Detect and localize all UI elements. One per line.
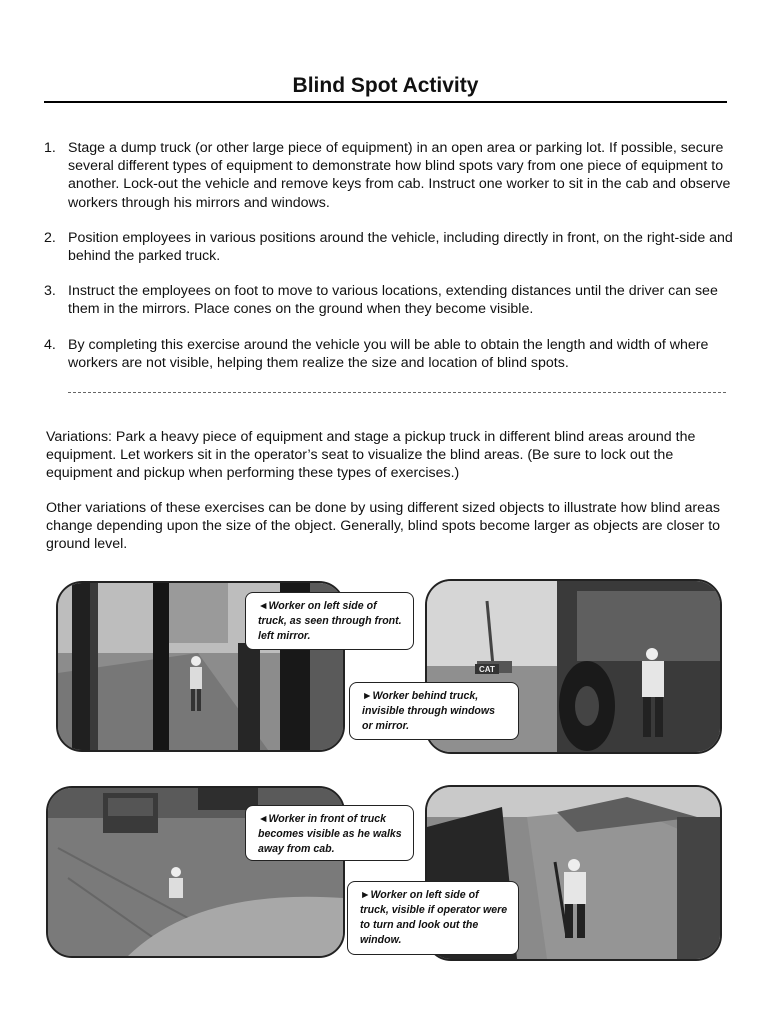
step-text: Position employees in various positions around the vehicle, including directly in front, on the right-side and behind the parked truck. (68, 229, 733, 265)
callout-front-of-truck: ◄Worker in front of truck becomes visible as he walks away from cab. (245, 805, 414, 861)
title-underline (44, 101, 727, 103)
other-variations-paragraph: Other variations of these exercises can be done by using different sized objects to illustrate how blind areas change depending upon the size of the object. Generally, blind spots become larger as objects are closer to ground level. (46, 500, 721, 553)
step-item (44, 229, 734, 265)
step-item (44, 139, 734, 212)
step-text: Instruct the employees on foot to move to various locations, extending distances until the driver can see them in the mirrors. Place cones on the ground when they become visible. (68, 283, 718, 318)
step-number: 4. (44, 336, 56, 353)
section-divider (68, 392, 726, 393)
step-item (44, 282, 734, 318)
step-number: 2. (44, 229, 56, 246)
variations-paragraph: Variations: Park a heavy piece of equipment and stage a pickup truck in different blind areas around the equipment. Let workers sit in the operator’s seat to visualize the blind areas. (Be sure to lock out the equipment and pickup when performing these types of exercises.) (46, 429, 696, 482)
callout-behind-truck: ►Worker behind truck, invisible through windows or mirror. (349, 682, 519, 740)
callout-left-side-truck: ►Worker on left side of truck, visible if operator were to turn and look out the window. (347, 881, 519, 955)
step-text: By completing this exercise around the vehicle you will be able to obtain the length and width of where workers are not visible, helping them realize the size and location of blind spots. (68, 336, 709, 371)
step-item (44, 336, 734, 372)
step-text: Stage a dump truck (or other large piece of equipment) in an open area or parking lot. If possible, secure several different types of equipment to demonstrate how blind spots vary from one piece of equipment to another. Lock-out the vehicle and remove keys from cab. Instruct one worker to sit in the cab and observe workers through his mirrors and windows. (68, 140, 731, 211)
callout-left-mirror: ◄Worker on left side of truck, as seen through front. left mirror. (245, 592, 414, 650)
page-title: Blind Spot Activity (292, 74, 479, 97)
steps-list (44, 139, 734, 389)
step-number: 3. (44, 283, 56, 300)
truck-sign-text: CAT (479, 665, 495, 674)
step-number: 1. (44, 140, 56, 156)
